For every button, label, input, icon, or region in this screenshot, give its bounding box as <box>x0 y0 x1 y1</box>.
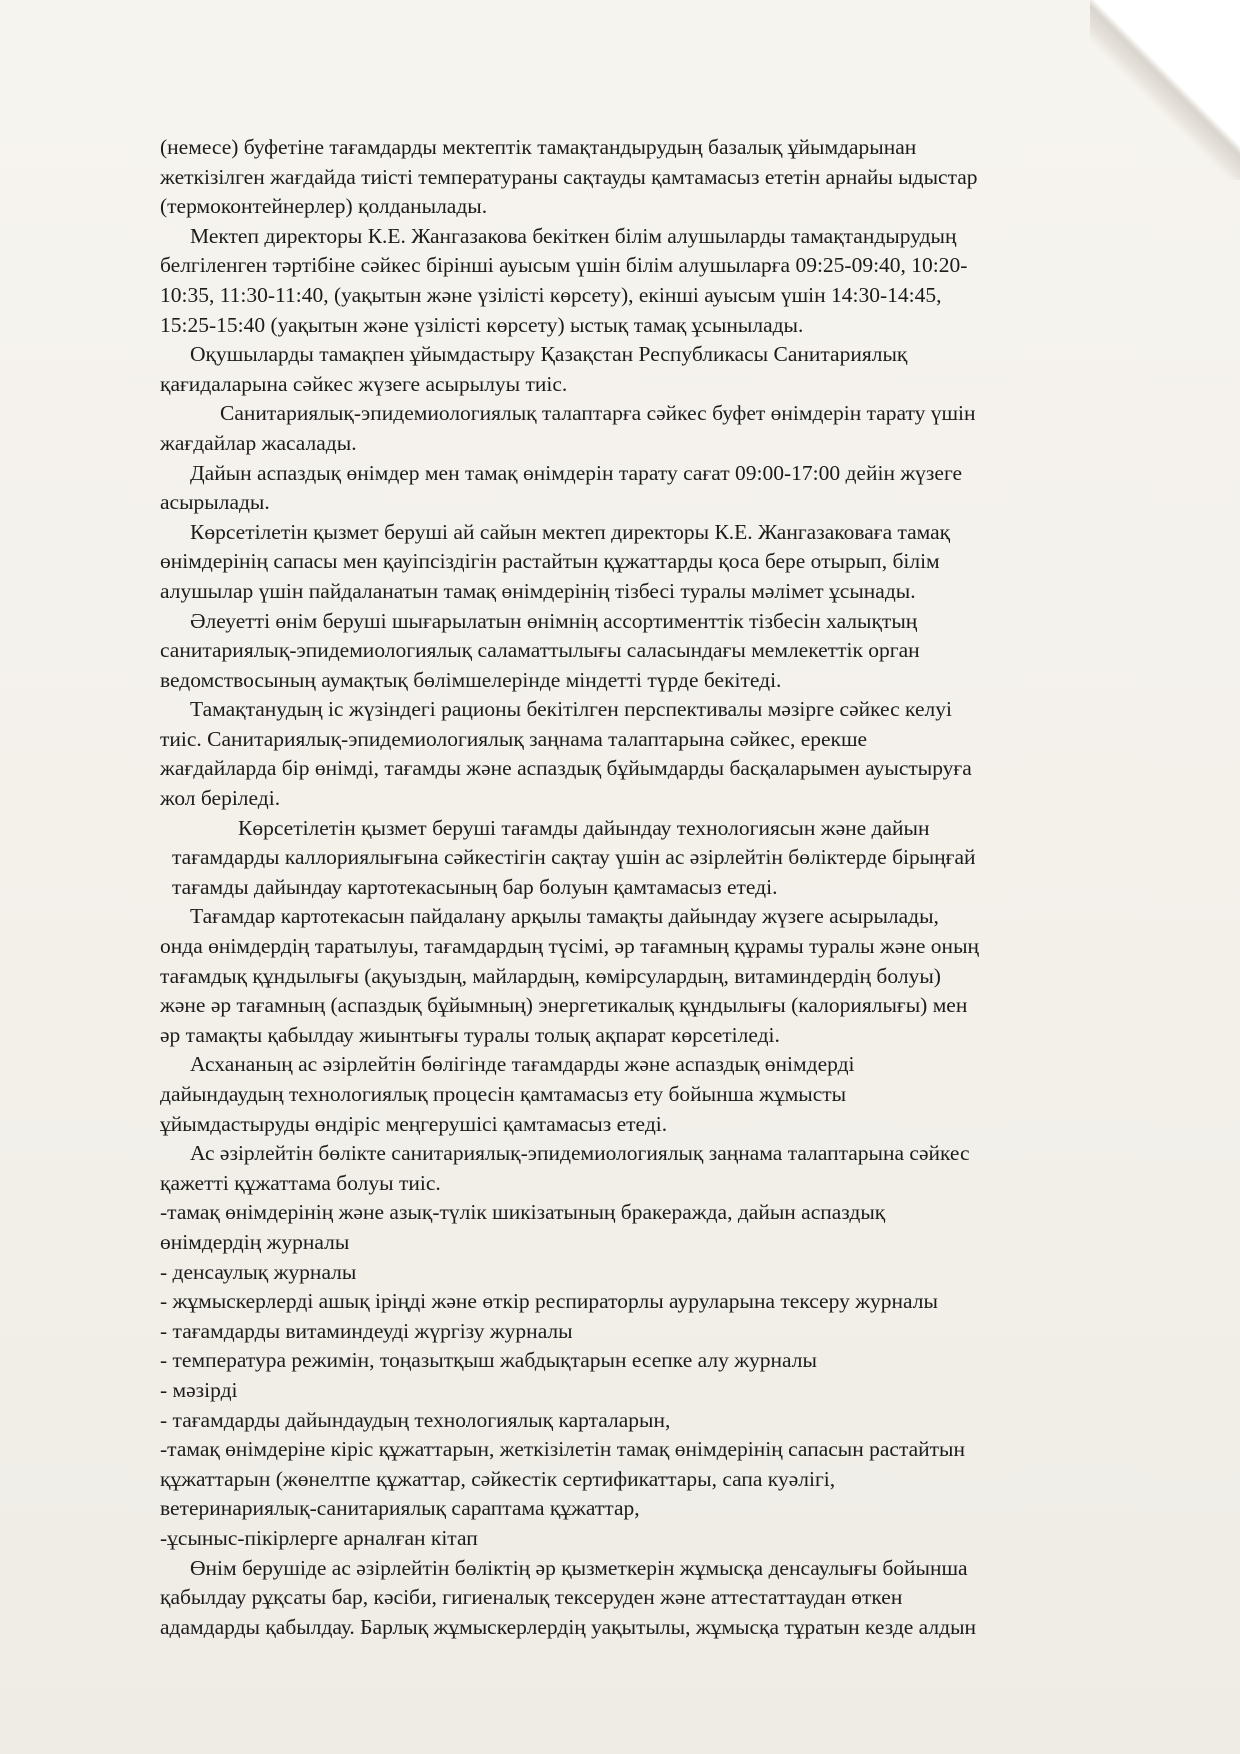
paragraph-start: Ас әзірлейтін бөлікте санитариялық-эпидемиологиялық заңнама талаптарына сәйкес <box>190 1141 970 1166</box>
text-line: тиіс. Санитариялық-эпидемиологиялық заңнама талаптарына сәйкес, ерекше <box>160 726 868 751</box>
text-line: өнімдерінің сапасы мен қауіпсіздігін растайтын құжаттарды қоса бере отырып, білім <box>160 549 940 574</box>
text-line: адамдарды қабылдау. Барлық жұмыскерлердің уақытылы, жұмысқа тұратын кезде алдын <box>160 1614 977 1639</box>
paragraph-start: Дайын аспаздық өнімдер мен тамақ өнімдерін тарату сағат 09:00-17:00 дейін жүзеге <box>190 460 963 485</box>
list-item: - тағамдарды дайындаудың технологиялық карталарын, <box>160 1407 671 1432</box>
list-item: -тамақ өнімдеріне кіріс құжаттарын, жеткізілетін тамақ өнімдерінің сапасын растайтын <box>160 1437 966 1462</box>
text-line: жол беріледі. <box>160 786 281 811</box>
text-line: әр тамақты қабылдау жиынтығы туралы толық ақпарат көрсетіледі. <box>160 1022 780 1047</box>
document-body <box>160 133 1140 1642</box>
text-line: асырылады. <box>160 490 270 515</box>
text-line: белгіленген тәртібіне сәйкес бірінші ауысым үшін білім алушыларға 09:25-09:40, 10:20- <box>160 253 968 278</box>
paragraph-start: Әлеуетті өнім беруші шығарылатын өнімнің ассортименттік тізбесін халықтың <box>190 608 918 633</box>
text-line: қажетті құжаттама болуы тиіс. <box>160 1170 441 1195</box>
text-line: және әр тағамның (аспаздық бұйымның) энергетикалық құндылығы (калориялығы) мен <box>160 993 968 1018</box>
paragraph-start: Мектеп директоры К.Е. Жангазакова бекіткен білім алушыларды тамақтандырудың <box>190 223 957 248</box>
text-line: санитариялық-эпидемиологиялық саламаттылығы саласындағы мемлекеттік орган <box>160 638 920 663</box>
text-line: тағамдық құндылығы (ақуыздың, майлардың, көмірсулардың, витаминдердің болуы) <box>160 963 941 988</box>
list-item: - тағамдарды витаминдеуді жүргізу журналы <box>160 1318 573 1343</box>
paragraph-start: Көрсетілетін қызмет беруші ай сайын мектеп директоры К.Е. Жангазаковаға тамақ <box>190 519 951 544</box>
text-line: қабылдау рұқсаты бар, кәсіби, гигиеналық тексеруден және аттестаттаудан өткен <box>160 1585 903 1610</box>
text-line: өнімдердің журналы <box>160 1229 350 1254</box>
text-line: ұйымдастыруды өндіріс меңгерушісі қамтамасыз етеді. <box>160 1111 668 1136</box>
text-line: жағдайлар жасалады. <box>160 430 357 455</box>
text-line: дайындаудың технологиялық процесін қамтамасыз ету бойынша жұмысты <box>160 1082 847 1106</box>
list-item: - жұмыскерлерді ашық іріңді және өткір респираторлы ауруларына тексеру журналы <box>160 1289 938 1314</box>
list-item: -тамақ өнімдерінің және азық-түлік шикізатының бракеражда, дайын аспаздық <box>160 1200 886 1225</box>
paragraph-start: Асхананың ас әзірлейтін бөлігінде тағамдарды және аспаздық өнімдерді <box>190 1052 855 1077</box>
text-line: қағидаларына сәйкес жүзеге асырылуы тиіс. <box>160 371 568 396</box>
text-line: онда өнімдердің таратылуы, тағамдардың түсімі, әр тағамның құрамы туралы және оның <box>160 934 980 959</box>
text-line: ведомствосының аумақтық бөлімшелерінде міндетті түрде бекітеді. <box>160 667 782 692</box>
paragraph-start: Оқушыларды тамақпен ұйымдастыру Қазақстан Республикасы Санитариялық <box>190 342 908 367</box>
text-line: жеткізілген жағдайда тиісті температураны сақтауды қамтамасыз ететін арнайы ыдыстар <box>160 164 978 189</box>
text-line: құжаттарын (жөнелтпе құжаттар, сәйкестік сертификаттары, сапа куәлігі, <box>160 1466 836 1491</box>
list-item: - мәзірді <box>160 1377 238 1402</box>
text-line: ветеринариялық-санитариялық сараптама құжаттар, <box>160 1496 640 1521</box>
list-item: - денсаулық журналы <box>160 1259 357 1284</box>
paragraph-start: Өнім берушіде ас әзірлейтін бөліктің әр қызметкерін жұмысқа денсаулығы бойынша <box>190 1555 968 1580</box>
text-line: тағамды дайындау картотекасының бар болуын қамтамасыз етеді. <box>172 874 778 899</box>
text-line: (термоконтейнерлер) қолданылады. <box>160 194 488 219</box>
text-line: тағамдарды каллориялығына сәйкестігін сақтау үшін ас әзірлейтін бөліктерде бірыңғай <box>172 845 976 870</box>
paragraph-start: Көрсетілетін қызмет беруші тағамды дайындау технологиясын және дайын <box>238 815 930 840</box>
list-item: -ұсыныс-пікірлерге арналған кітап <box>160 1525 478 1550</box>
paragraph-start: Тамақтанудың іс жүзіндегі рационы бекітілген перспективалы мәзірге сәйкес келуі <box>190 697 952 722</box>
text-line: (немесе) буфетіне тағамдарды мектептік тамақтандырудың базалық ұйымдарынан <box>160 135 917 159</box>
text-line: 10:35, 11:30-11:40, (уақытын және үзілісті көрсету), екінші ауысым үшін 14:30-14:45, <box>160 282 942 307</box>
paragraph-start: Тағамдар картотекасын пайдалану арқылы тамақты дайындау жүзеге асырылады, <box>190 904 939 929</box>
text-line: 15:25-15:40 (уақытын және үзілісті көрсету) ыстық тамақ ұсынылады. <box>160 312 804 337</box>
text-line: жағдайларда бір өнімді, тағамды және аспаздық бұйымдарды басқаларымен ауыстыруға <box>160 756 972 781</box>
text-line: алушылар үшін пайдаланатын тамақ өнімдерінің тізбесі туралы мәлімет ұсынады. <box>160 578 916 603</box>
list-item: - температура режимін, тоңазытқыш жабдықтарын есепке алу журналы <box>160 1348 817 1373</box>
paragraph-start: Санитариялық-эпидемиологиялық талаптарға сәйкес буфет өнімдерін тарату үшін <box>220 401 976 426</box>
